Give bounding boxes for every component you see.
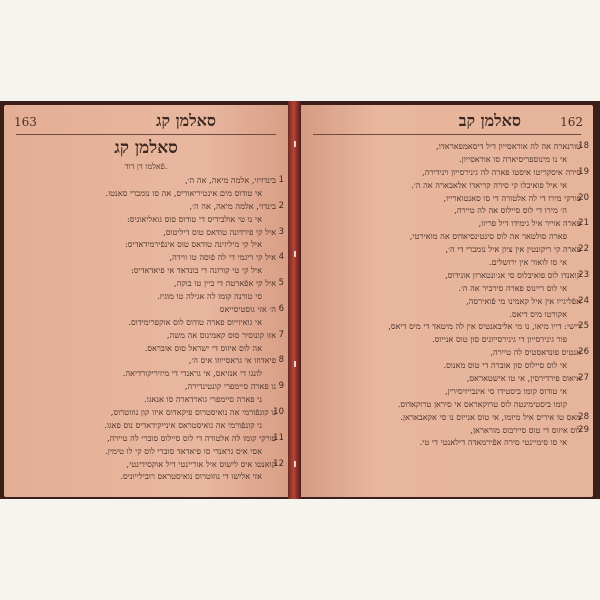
verse-list — [313, 140, 589, 449]
running-head: סאלמן קג — [156, 111, 216, 130]
verse-line — [16, 393, 276, 406]
verse-line — [313, 140, 589, 153]
verse-number: 22 — [578, 244, 589, 255]
verse-line — [16, 316, 276, 329]
verse-line — [16, 200, 284, 213]
verse-number: 7 — [278, 329, 284, 340]
verse-line — [16, 213, 276, 226]
verse-line — [313, 269, 589, 282]
verse-list — [16, 174, 284, 483]
verse-text: נו פארה סיימפרי קונטינדירה, — [184, 381, 276, 392]
verse-text: אי לוס ריינוס פארה סירביר אה ה׳. — [458, 282, 567, 293]
verse-line — [16, 174, 284, 187]
verse-line — [313, 436, 581, 449]
verse-text: איל קי טי קורונה די בונדאד אי פיאדאדיס: — [130, 265, 262, 276]
verse-number: 28 — [578, 411, 589, 422]
open-book — [0, 101, 600, 499]
verse-line — [313, 333, 581, 346]
verse-text: פורקי מירו די לה אלטורה די סו סאנטוארייו, — [443, 192, 581, 203]
verse-text: איאוס פירדירסין, אי טו אישטאראס, — [466, 373, 581, 384]
verse-line — [16, 342, 276, 355]
verse-line — [313, 346, 589, 359]
verse-text: מאס טו איריס איל מיזמו, אי טוס אנייוס נו סי אקאבאראן. — [400, 411, 581, 422]
header-rule — [16, 134, 276, 135]
verse-number: 4 — [278, 252, 284, 263]
verse-number: 26 — [578, 347, 589, 358]
verse-line — [16, 458, 284, 471]
verse-text: איל קי פירדונה טודאס טוס דיליטוס, — [163, 226, 276, 237]
verse-line — [16, 470, 276, 483]
verse-number: 21 — [578, 218, 589, 229]
header-rule — [313, 134, 581, 135]
verse-line — [313, 166, 589, 179]
verse-text: ני קונפֿורמי אה נואיסטראס אינייקידאדיס נוס פאגו. — [104, 419, 262, 430]
verse-line — [16, 419, 276, 432]
verse-number: 2 — [278, 200, 284, 211]
verse-text: ה׳ מירו די לוס סיילוס אה לה טיירה, — [454, 205, 567, 216]
left-page — [4, 105, 288, 497]
verse-number: 23 — [578, 269, 589, 280]
verse-text: בינדזיזי, אלמה מיאה, אה ה׳, — [185, 175, 276, 185]
verse-number: 12 — [273, 458, 284, 469]
verse-text: אה לוס איזוס די ישראל סוס אובראס. — [144, 342, 262, 353]
chapter-subheading: פֿאלמו דן דוד. — [124, 162, 168, 171]
verse-text: סי טורנה קומו לה אגילה טו מוגיז. — [157, 291, 262, 302]
verse-number: 19 — [578, 166, 589, 177]
page-number: 162 — [560, 115, 583, 129]
verse-line — [16, 406, 284, 419]
running-head: סאלמן קב — [458, 111, 521, 130]
verse-text: פור גינירסייון די גינירסייוניס סון טוס אנייוס. — [432, 334, 567, 345]
verse-line — [313, 372, 589, 385]
verse-text: איל קי ריגמי די לה פֿוסה טו ווידה, — [169, 252, 276, 263]
verse-line — [313, 256, 581, 269]
verse-number: 1 — [278, 175, 284, 185]
verse-text: אי טודוס קומו ביסטידו סי אינבייזיסירין, — [445, 385, 567, 396]
verse-text: ה׳ אזי גוסטיסייאס — [219, 303, 276, 314]
verse-text: בינדזי, אלמה מיאה, אה ה׳, — [189, 200, 276, 211]
verse-text: אי סו לואור אין ירושלים. — [488, 257, 567, 268]
verse-line — [16, 226, 284, 239]
verse-line — [16, 354, 284, 367]
verse-text: טורנארה אה לה אוראסייון דיל דיסאמפאראדו, — [436, 141, 581, 151]
verse-line — [16, 303, 284, 316]
verse-text: קואנטו איס לישוס איל אוריינטי דיל אוקסידינטי, — [126, 458, 276, 469]
verse-text: פורקי קומו לה אלטורה די לוס סיילוס סוברי לה טיירה, — [106, 432, 276, 443]
verse-line — [16, 290, 276, 303]
binding-stitch — [294, 461, 296, 467]
verse-line — [313, 424, 589, 437]
verse-line — [313, 179, 581, 192]
verse-line — [16, 264, 276, 277]
verse-text: פיאדוזו אי גראסייוזו איס ה׳, — [188, 355, 276, 366]
verse-number: 29 — [578, 424, 589, 435]
verse-line — [313, 295, 589, 308]
verse-line — [16, 329, 284, 342]
verse-line — [313, 359, 581, 372]
verse-line — [313, 217, 589, 230]
verse-number: 10 — [273, 407, 284, 418]
binding-stitch — [294, 251, 296, 257]
verse-text: פארה קי ריקונטין אין ציון איל נומברי די ה׳, — [445, 244, 581, 255]
verse-line — [313, 398, 581, 411]
verse-line — [313, 308, 581, 321]
verse-text: אי טודוס מים אינטיריאוריס, אה סו נומברי סאנטו. — [105, 187, 262, 198]
chapter-heading: סאלמן קג — [114, 138, 178, 158]
verse-line — [313, 385, 581, 398]
verse-text: אי נו טי אולבידיס די טודוס סוס גואליאוניס: — [127, 213, 262, 224]
verse-number: 6 — [278, 303, 284, 314]
verse-text: אזו קונוסיר סוס קאמינוס אה משה, — [166, 329, 276, 340]
verse-text: פארה סולטאר אה לוס סינטינסיאדוס אה מואירטי, — [409, 231, 567, 242]
verse-line — [16, 367, 276, 380]
verse-number: 27 — [578, 373, 589, 384]
verse-number: 3 — [278, 226, 284, 237]
verse-text: נו קונפֿורמי אה נואיסטרוס פיקאדוס איזו קון נוזוטרוס, — [110, 407, 276, 418]
verse-text: אפֿליגייו אין איל קאמינו מי פֿואירסה, — [466, 295, 581, 306]
verse-number: 9 — [278, 381, 284, 392]
verse-text: אי לוס סיילוס סון אוברה די טוס מאנוס. — [443, 360, 567, 371]
verse-line — [16, 187, 276, 200]
verse-text: סירה איסקריטו איסטו פארה לה גינירסייון וינידירה, — [422, 166, 581, 177]
verse-text: אקורטו מיס דיאס. — [509, 308, 567, 319]
book-spine — [288, 101, 301, 499]
verse-line — [16, 277, 284, 290]
verse-text: אי גואיזייוס פארה טודוס לוס אוקפרימידוס. — [128, 316, 262, 327]
verse-text: פארה אוייר איל גימידו דיל פריזו, — [478, 218, 581, 229]
verse-text: לונגו די אנזיאס, אי גראנדי די מיזיריקורדיאה. — [122, 368, 262, 379]
verse-text: אי סו סימיינטי סירה אפֿירמאדה דילאנטי די טי. — [419, 437, 567, 448]
verse-line — [16, 238, 276, 251]
verse-line — [313, 320, 589, 333]
verse-number: 18 — [578, 141, 589, 151]
verse-number: 11 — [273, 432, 284, 443]
verse-line — [313, 411, 589, 424]
verse-line — [313, 230, 581, 243]
verse-line — [313, 192, 589, 205]
verse-number: 8 — [278, 355, 284, 366]
verse-line — [313, 153, 581, 166]
verse-line — [16, 445, 276, 458]
verse-text: קואנדו לוס פואיבלוס סי אג׳ונטארון אונידוס, — [445, 269, 581, 280]
binding-stitch — [294, 141, 296, 147]
verse-line — [313, 204, 581, 217]
verse-text: אזי אלישו די נוזוטרוס נואיסטראס רובילייוניס. — [120, 471, 262, 482]
verse-line — [313, 243, 589, 256]
right-page — [301, 105, 593, 497]
verse-text: איל קי מיליזינה טודאס טוס אינפֿירמידאדיס: — [125, 239, 262, 250]
verse-text: אנטיס פונדאסטיס לה טיירה, — [490, 347, 581, 358]
verse-text: אי נו מינוספריסיארה סו אוראסייון. — [459, 153, 567, 164]
verse-line — [16, 251, 284, 264]
verse-line — [16, 432, 284, 445]
verse-line — [16, 380, 284, 393]
verse-text: דישי: דייו מיאו, נו מי אליבאנטיס אין לה מיטאד די מיס דיאס, — [388, 321, 581, 332]
page-number: 163 — [14, 115, 37, 129]
verse-text: אי איל פואיבלו קי סירה קריאדו אלאבארה אה ה׳. — [411, 179, 567, 190]
verse-text: לוס איזוס די טוס סיירבוס מוראראן, — [470, 424, 581, 435]
verse-text: אסי איס גראנדי סו פיאדאד סוברי לוס קי לו טימין. — [105, 445, 262, 456]
verse-text: איל קי אפֿארטה די ביין טו בוקה, — [173, 278, 276, 289]
binding-stitch — [294, 361, 296, 367]
verse-number: 20 — [578, 192, 589, 203]
verse-text: קומו ביסטימינטה לוס טרוקאראס אי סיראן טרוקאדוס. — [397, 398, 567, 409]
verse-number: 24 — [578, 295, 589, 306]
verse-number: 5 — [278, 278, 284, 289]
verse-line — [313, 282, 581, 295]
verse-text: ני פארה סיימפרי גוארדארה סו אנאגו. — [144, 394, 262, 405]
verse-number: 25 — [578, 321, 589, 332]
